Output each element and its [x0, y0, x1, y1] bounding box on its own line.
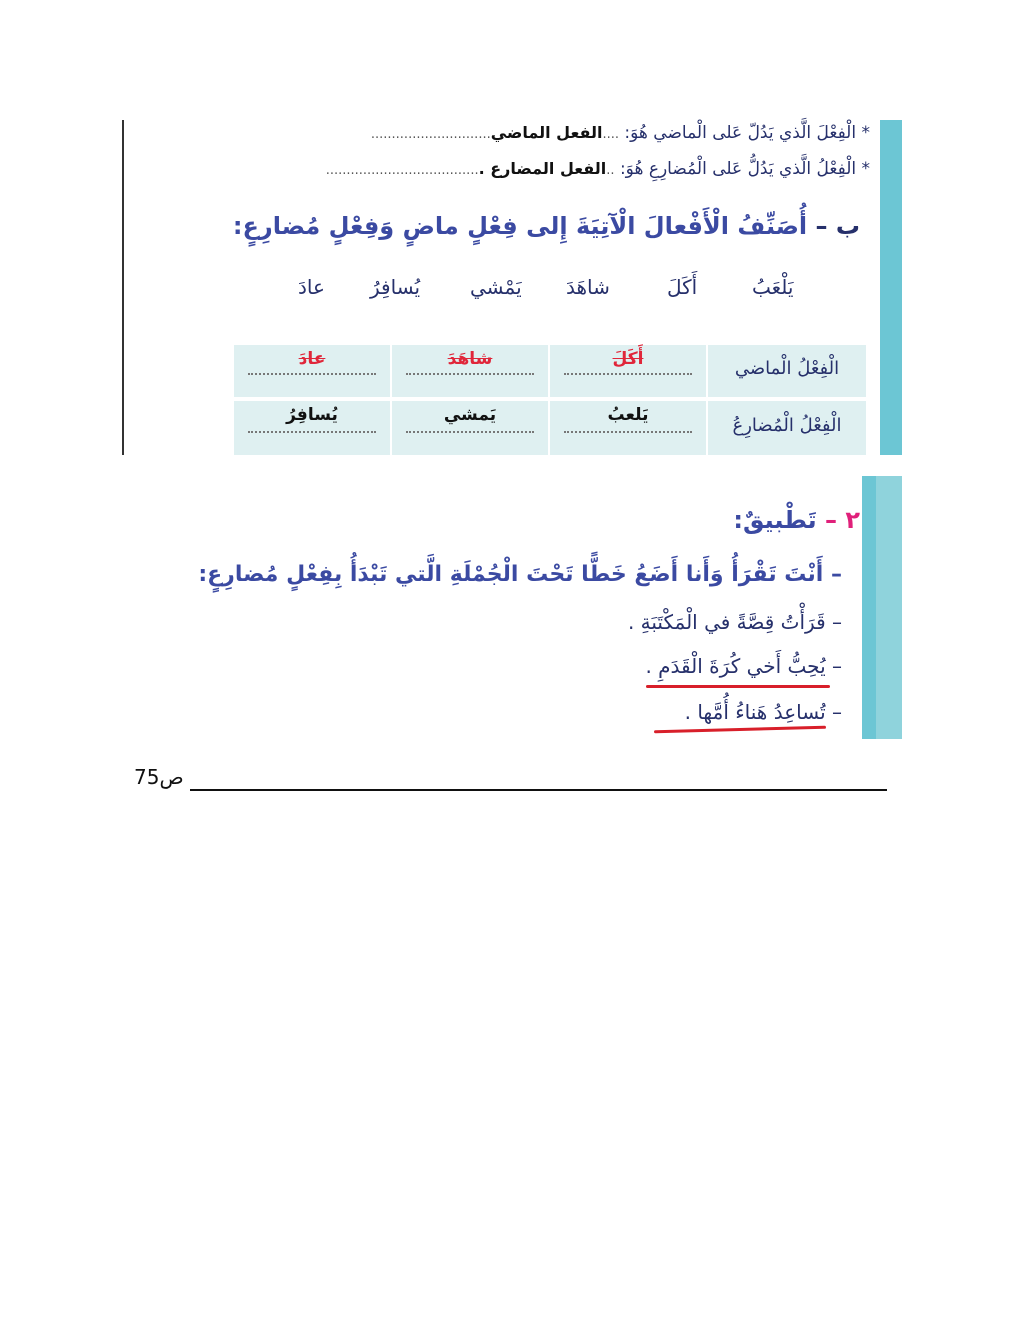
table-cell	[392, 401, 548, 455]
table-row-header-present	[708, 401, 866, 455]
definition-past	[371, 118, 870, 148]
table-cell	[550, 345, 706, 397]
definition-past-prefix: * الْفِعْلَ الَّذي يَدُلّ عَلى الْماضي هُوَ:	[624, 123, 870, 143]
answer-dotted-line	[248, 431, 376, 433]
definition-present-dots-after: .....................................	[325, 163, 479, 178]
definition-present-answer: الفعل المضارع .	[478, 159, 607, 178]
table-cell-answer: يُسافِرُ	[286, 405, 338, 425]
sentence-3: – تُساعِدُ هَناءُ أُمَّها .	[684, 700, 842, 724]
teal-side-band	[880, 120, 902, 455]
verb-item: أَكَلَ	[667, 275, 698, 299]
verb-item: شاهَدَ	[566, 275, 610, 299]
section-2-title: تَطْبيقٌ:	[733, 506, 817, 534]
section-b-heading	[233, 212, 860, 240]
section-b-title: أُصَنِّفُ الْأَفْعالَ الْآتِيَةَ إِلى فِعْلٍ ماضٍ وَفِعْلٍ مُضارِعٍ:	[232, 212, 808, 240]
footer-rule	[190, 789, 887, 791]
table-header-past: الْفِعْلُ الْماضي	[734, 358, 840, 379]
page-number: ص75	[134, 765, 184, 789]
left-margin-rule	[122, 120, 124, 455]
verb-item: يَلْعَبُ	[752, 275, 794, 299]
answer-dotted-line	[406, 373, 534, 375]
sentence-1: – قَرَأْتُ قِصَّةً في الْمَكْتَبَةِ .	[627, 610, 842, 634]
answer-dotted-line	[564, 431, 692, 433]
section-2-number: ٢ –	[824, 506, 860, 534]
table-cell	[234, 345, 390, 397]
verb-classification-table	[234, 345, 866, 455]
definition-present-dots-before: ..	[606, 163, 615, 178]
definition-past-answer: الفعل الماضي	[490, 123, 603, 142]
table-cell	[234, 401, 390, 455]
table-cell	[392, 345, 548, 397]
section-2-heading	[733, 506, 860, 534]
table-cell-answer: عادَ	[298, 349, 326, 369]
section-2-instruction: – أَنْتَ تَقْرَأُ وَأَنا أَضَعُ خَطًّا تَحْتَ الْجُمْلَةِ الَّتي تَبْدَأُ بِفِعْلٍ مُضارِعٍ:	[198, 562, 842, 587]
table-cell-answer: أَكَلَ	[612, 349, 644, 369]
verb-item: عادَ	[298, 275, 325, 299]
table-cell-answer: يَلعبُ	[607, 405, 649, 425]
answer-dotted-line	[564, 373, 692, 375]
definition-present-prefix: * الْفِعْلُ الَّذي يَدُلُّ عَلى الْمُضارِعِ هُوَ:	[619, 159, 870, 179]
sentence-2: – يُحِبُّ أَخي كُرَةَ الْقَدَمِ .	[645, 654, 842, 678]
table-cell-answer: يَمشي	[443, 405, 497, 425]
verb-item: يَمْشي	[470, 275, 522, 299]
table-header-present: الْفِعْلُ الْمُضارِعُ	[732, 415, 842, 436]
definition-present	[326, 154, 870, 184]
table-row-header-past	[708, 345, 866, 397]
definition-past-dots-after: .............................	[370, 127, 491, 142]
verb-item: يُسافِرُ	[370, 275, 421, 299]
section-b-prefix: ب –	[815, 212, 860, 240]
sentence-2-underline	[646, 685, 830, 688]
table-cell-answer: شاهَدَ	[447, 349, 493, 369]
definition-past-dots-before: ....	[602, 127, 620, 142]
sentence-3-underline	[654, 726, 826, 734]
teal-side-band-inner	[862, 476, 876, 739]
answer-dotted-line	[248, 373, 376, 375]
table-cell	[550, 401, 706, 455]
answer-dotted-line	[406, 431, 534, 433]
